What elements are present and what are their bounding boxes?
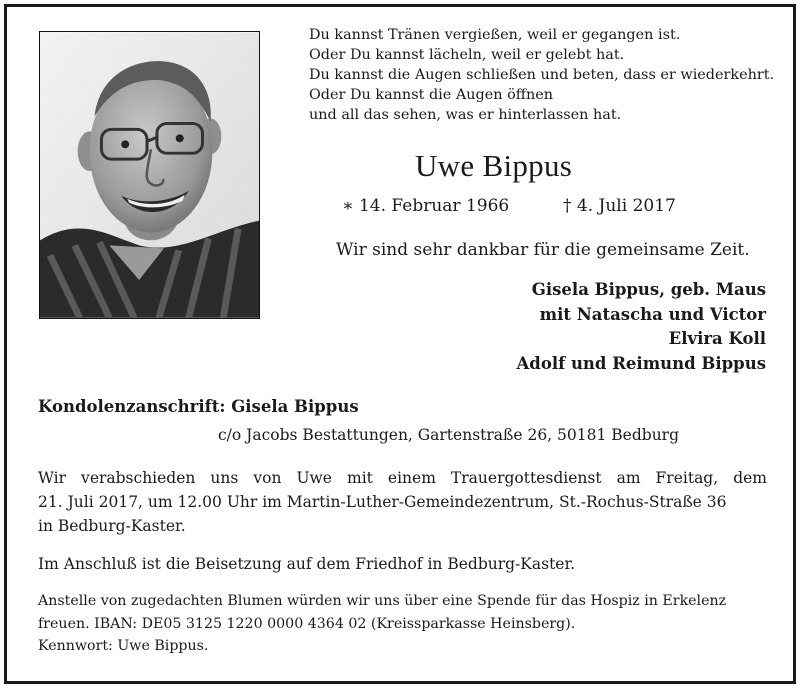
condolence-address: c/o Jacobs Bestattungen, Gartenstraße 26, 50181 Bedburg (218, 426, 680, 444)
mourner-name: mit Natascha und Victor (539, 304, 766, 324)
mourner-name: Elvira Koll (668, 329, 766, 348)
birth-date: ∗ 14. Februar 1966 (342, 196, 510, 216)
poem-line: Du kannst Tränen vergießen, weil er gegangen ist. (309, 27, 681, 43)
deceased-name: Uwe Bippus (415, 148, 573, 183)
poem-line: Du kannst die Augen schließen und beten, dass er wiederkehrt. (309, 67, 775, 83)
service-line: Wir verabschieden uns von Uwe mit einem Trauergottesdienst am Freitag, dem (38, 469, 767, 487)
poem-line: Oder Du kannst lächeln, weil er gelebt hat. (309, 47, 625, 63)
donation-line: Kennwort: Uwe Bippus. (38, 638, 209, 654)
donation-line: freuen. IBAN: DE05 3125 1220 0000 4364 02 (Kreissparkasse Heinsberg). (38, 615, 576, 632)
mourner-name: Gisela Bippus, geb. Maus (531, 280, 766, 299)
donation-line: Anstelle von zugedachten Blumen würden wir uns über eine Spende für das Hospiz in Erkelenz (38, 593, 727, 609)
service-line: in Bedburg-Kaster. (38, 517, 186, 535)
poem (309, 25, 774, 125)
poem-line: und all das sehen, was er hinterlassen hat. (309, 107, 622, 123)
service-line: 21. Juli 2017, um 12.00 Uhr im Martin-Luther-Gemeindezentrum, St.-Rochus-Straße 36 (38, 493, 727, 511)
mourner-name: Adolf und Reimund Bippus (516, 353, 766, 373)
service-paragraph (38, 466, 767, 538)
poem-line: Oder Du kannst die Augen öffnen (309, 87, 554, 103)
donation-paragraph (38, 590, 726, 658)
condolence-label: Kondolenzanschrift: Gisela Bippus (38, 397, 359, 416)
portrait-photo (39, 31, 260, 319)
burial-note: Im Anschluß ist die Beisetzung auf dem Friedhof in Bedburg-Kaster. (38, 555, 576, 573)
thanks-line: Wir sind sehr dankbar für die gemeinsame Zeit. (336, 240, 750, 260)
mourners-list (516, 278, 766, 376)
death-date: † 4. Juli 2017 (563, 196, 676, 216)
